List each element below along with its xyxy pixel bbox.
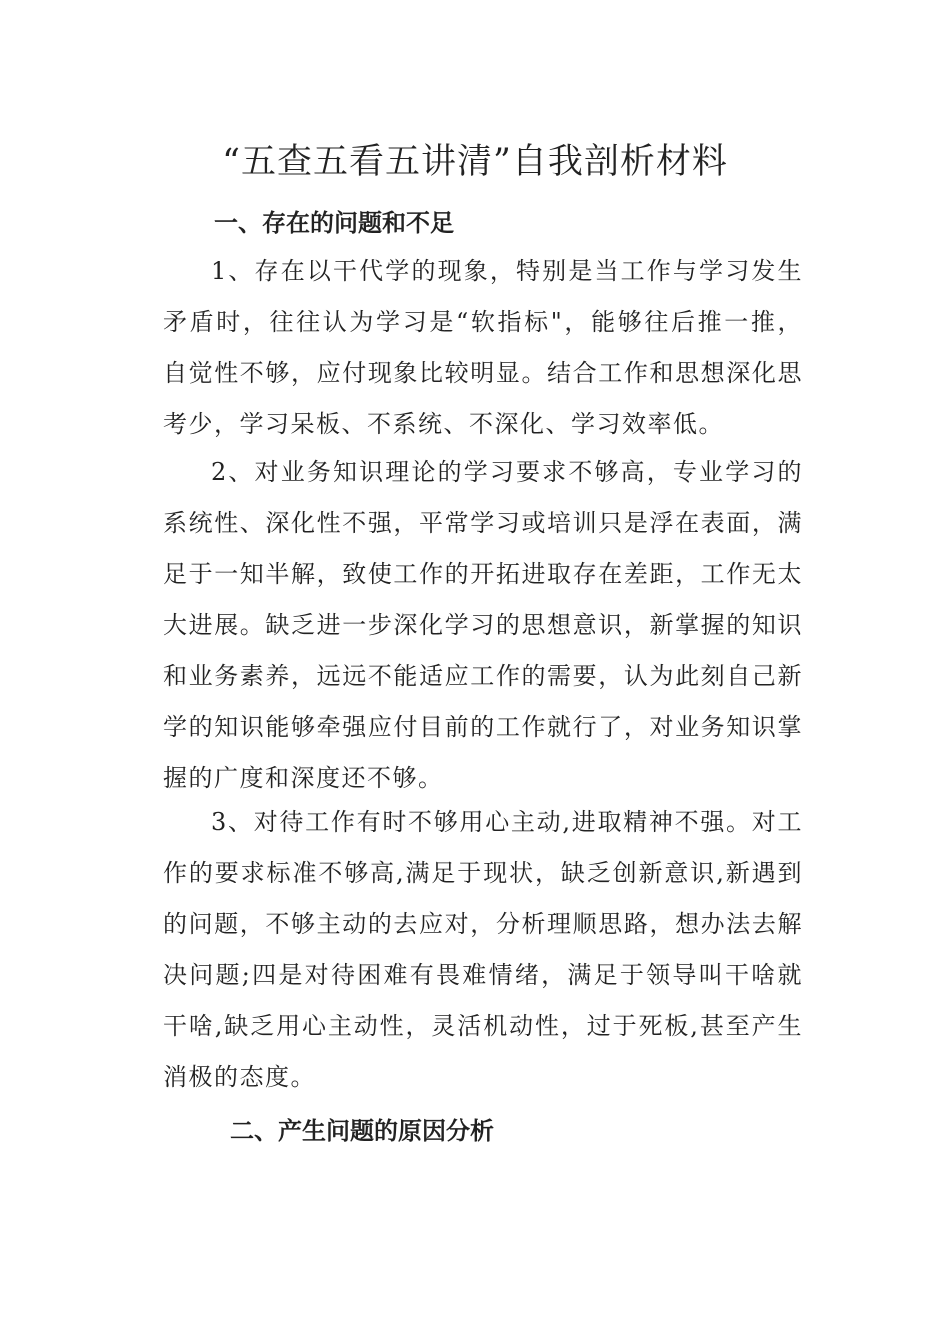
paragraph-line: 消极的态度。 [163, 1063, 316, 1091]
paragraph-line: 握的广度和深度还不够。 [163, 764, 444, 792]
paragraph-2 [163, 447, 803, 804]
paragraph-line: 自觉性不够，应付现象比较明显。结合工作和思想深化思 [163, 359, 803, 387]
paragraph-line: 和业务素养，远远不能适应工作的需要，认为此刻自己新 [163, 662, 803, 690]
paragraph-line: 的问题，不够主动的去应对，分析理顺思路，想办法去解 [163, 910, 803, 938]
section-heading-problems: 一、存在的问题和不足 [214, 209, 454, 237]
paragraph-line: 2、对业务知识理论的学习要求不够高，专业学习的 [211, 458, 803, 486]
paragraph-line: 考少，学习呆板、不系统、不深化、学习效率低。 [163, 410, 724, 438]
paragraph-line: 决问题;四是对待困难有畏难情绪，满足于领导叫干啥就 [163, 961, 803, 989]
paragraph-line: 大进展。缺乏进一步深化学习的思想意识，新掌握的知识 [163, 611, 803, 639]
paragraph-line: 学的知识能够牵强应付目前的工作就行了，对业务知识掌 [163, 713, 803, 741]
paragraph-line: 系统性、深化性不强，平常学习或培训只是浮在表面，满 [163, 509, 803, 537]
paragraph-line: 足于一知半解，致使工作的开拓进取存在差距，工作无太 [163, 560, 803, 588]
document-title: “五查五看五讲清”自我剖析材料 [222, 142, 728, 182]
paragraph-line: 3、对待工作有时不够用心主动,进取精神不强。对工 [211, 808, 803, 836]
paragraph-line: 干啥,缺乏用心主动性，灵活机动性，过于死板,甚至产生 [163, 1012, 803, 1040]
section-heading-causes: 二、产生问题的原因分析 [230, 1117, 494, 1145]
paragraph-line: 1、存在以干代学的现象，特别是当工作与学习发生 [211, 257, 803, 285]
paragraph-1 [163, 246, 803, 450]
paragraph-3 [163, 797, 803, 1103]
paragraph-line: 矛盾时，往往认为学习是“软指标"，能够往后推一推， [163, 308, 803, 336]
paragraph-line: 作的要求标准不够高,满足于现状，缺乏创新意识,新遇到 [163, 859, 803, 887]
